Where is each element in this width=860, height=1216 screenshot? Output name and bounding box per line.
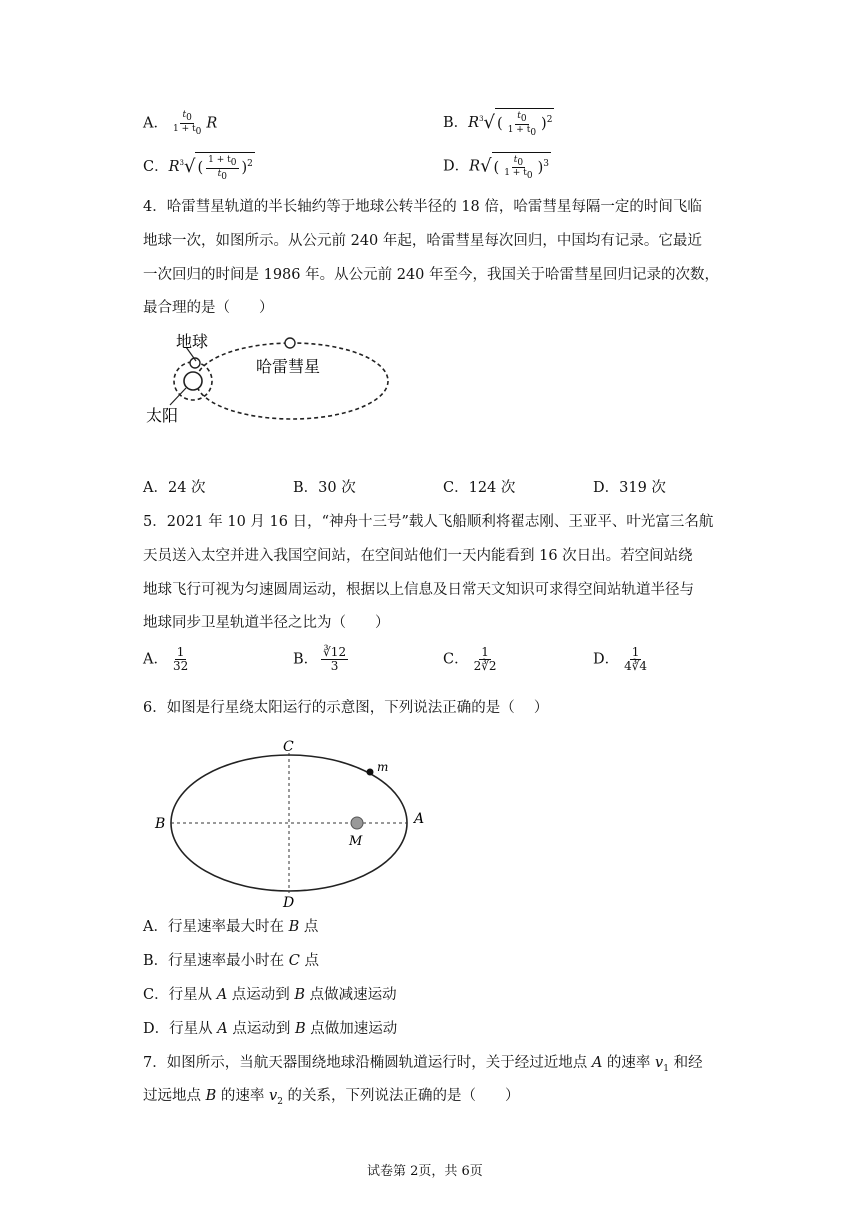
q5-line-2: 天员送入太空并进入我国空间站，在空间站他们一天内能看到 16 次日出。若空间站绕 [143,548,693,564]
q3-option-d: D．R√ ( $\frac{t_0}{1 + t_0}$ )$^3$ [443,152,551,181]
point-d-label: D [283,895,295,910]
q4-option-c: C．124 次 [443,480,516,496]
earth-label: 地球 [176,332,209,351]
q3-option-a: A． $\frac{t_0}{1 + t_0}$ R [143,110,218,137]
q3-option-c: C．$R^3√$ ( $\frac{1 + t_0}{t_0}$ )$^2$ [143,152,255,181]
planet-m-label: m [377,760,389,774]
q5-option-c: C． $\frac{1}{2∛2}$ [443,645,497,673]
q5-line-3: 地球飞行可视为匀速圆周运动，根据以上信息及日常天文知识可求得空间站轨道半径与 [143,582,694,598]
page-footer: 试卷第 2页，共 6页 [367,1164,483,1179]
planet-dot [367,769,374,776]
q7-line-2: 过远地点 B 的速率 $v_2$ 的关系，下列说法正确的是（ ） [143,1088,520,1107]
comet-circle [285,338,295,348]
point-a-label: A [414,811,425,827]
q5-option-a: A． $\frac{1}{32}$ [143,645,189,673]
q6-option-a: A．行星速率最大时在 B 点 [143,919,319,935]
q4-line-1: 4．哈雷彗星轨道的半长轴约等于地球公转半径的 18 倍，哈雷彗星每隔一定的时间飞临 [143,199,702,215]
point-c-label: C [283,739,294,755]
q4-line-4: 最合理的是（ ） [143,300,274,316]
halley-orbit-figure [140,325,400,435]
q4-line-3: 一次回归的时间是 1986 年。从公元前 240 年至今，我国关于哈雷彗星回归记录的次数， [143,267,720,283]
q5-option-b: B． $\frac{∛12}{3}$ [293,645,347,673]
planet-orbit-figure [150,735,440,910]
sun-body [351,817,363,829]
q5-line-4: 地球同步卫星轨道半径之比为（ ） [143,615,390,631]
q7-line-1: 7．如图所示，当航天器围绕地球沿椭圆轨道运行时，关于经过近地点 A 的速率 $v_1$ 和经 [143,1055,703,1074]
q5-line-1: 5．2021 年 10 月 16 日，“神舟十三号”载人飞船顺利将翟志刚、王亚平、叶光富三名航 [143,514,714,530]
q5-option-d: D． $\frac{1}{4∛4}$ [593,645,648,673]
q6-option-b: B．行星速率最小时在 C 点 [143,953,319,969]
q4-option-d: D．319 次 [593,480,666,496]
q6-option-d: D．行星从 A 点运动到 B 点做加速运动 [143,1021,398,1037]
q6-option-c: C．行星从 A 点运动到 B 点做减速运动 [143,987,397,1003]
comet-orbit [196,343,388,419]
q4-option-a: A．24 次 [143,480,206,496]
sun-label: 太阳 [146,406,179,425]
q6-line-1: 6．如图是行星绕太阳运行的示意图，下列说法正确的是（ ） [143,700,549,716]
q4-line-2: 地球一次，如图所示。从公元前 240 年起，哈雷彗星每次回归，中国均有记录。它最近 [143,233,702,249]
q3-option-b: B．$R^3√$ ( $\frac{t_0}{1 + t_0}$ )$^2$ [443,108,554,137]
sun-pointer [170,388,186,405]
sun-m-label: M [349,834,363,849]
comet-label: 哈雷彗星 [256,357,321,376]
point-b-label: B [155,816,166,832]
q3-option-a-fraction: $\frac{t_0}{1 + t_0}$ [172,110,202,137]
q4-option-b: B．30 次 [293,480,356,496]
sun-circle [184,372,202,390]
